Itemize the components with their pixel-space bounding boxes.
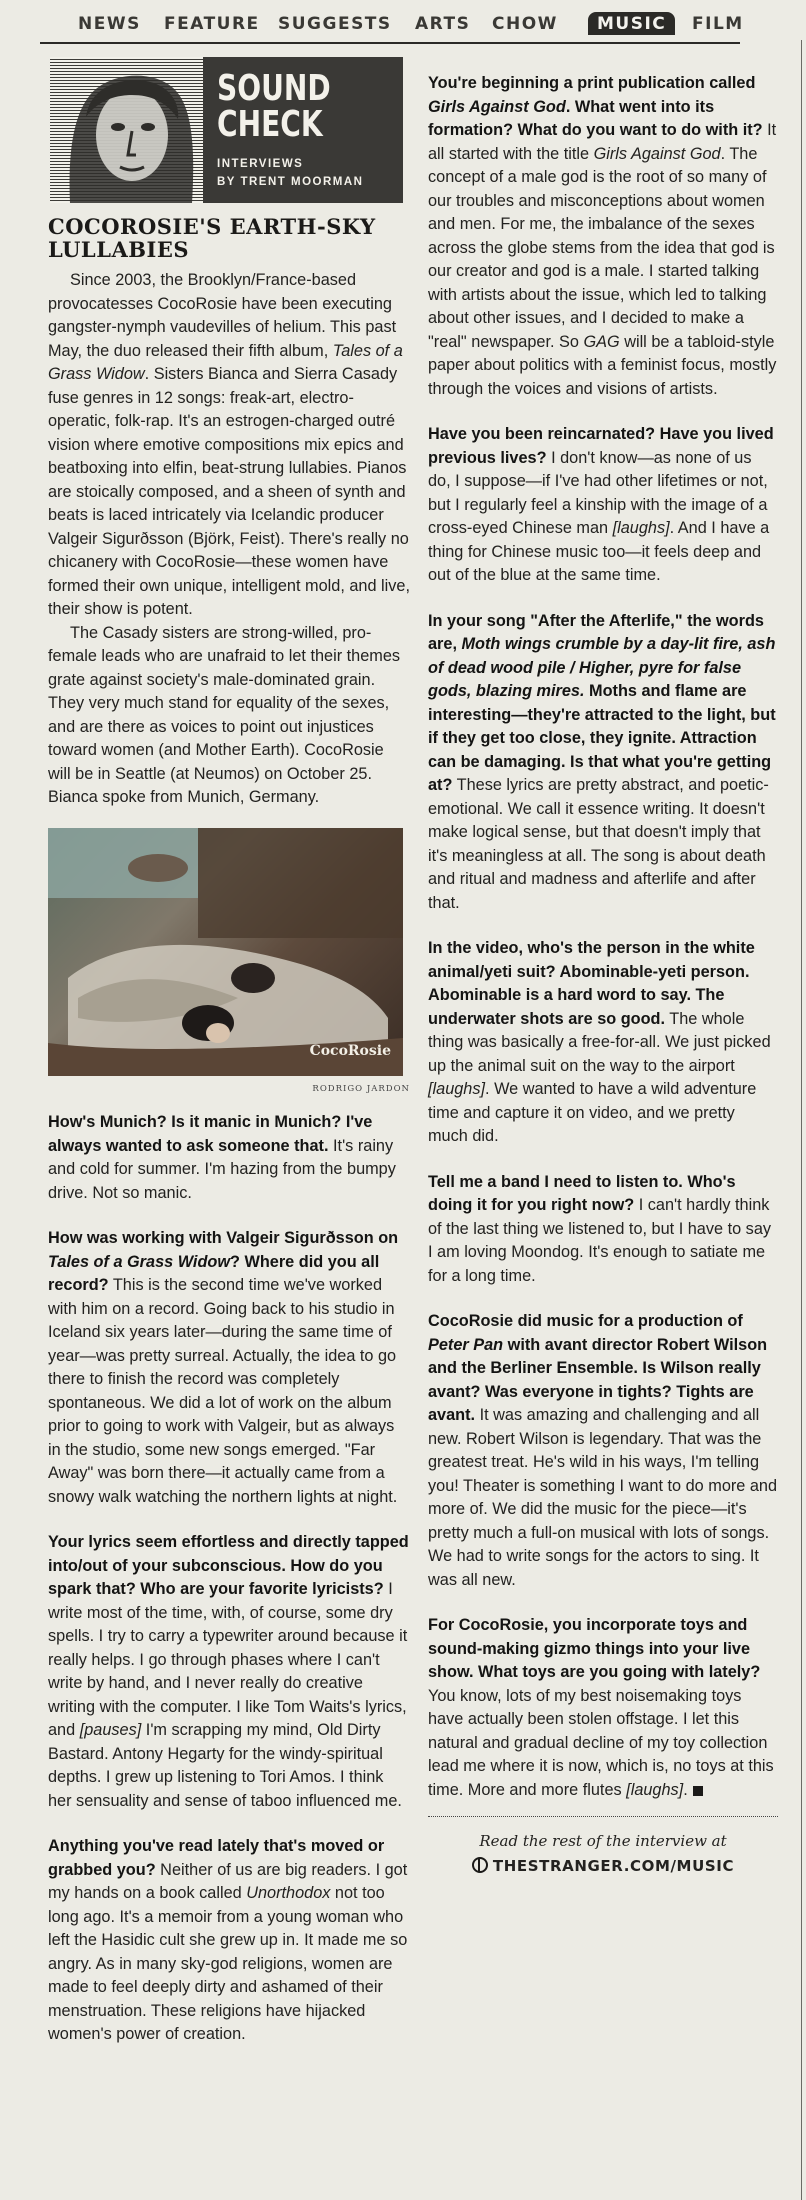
question: How's Munich? Is it manic in Munich? I've always wanted to ask someone that. bbox=[48, 1113, 373, 1155]
nav-feature[interactable]: FEATURE bbox=[164, 14, 260, 34]
read-more-promo bbox=[428, 1816, 778, 1879]
answer: It was amazing and challenging and all new. Robert Wilson is legendary. That was the greatest treat. He's wild in his ways, I'm telling you! Theater is something I want to do more and more of. We did the music for the piece—it's pretty much a full-on musical with lots of songs. We had to write songs for the actors to sing. It was all new. bbox=[428, 1406, 778, 1589]
qa-reading bbox=[48, 1835, 410, 2047]
question: Tell me a band I need to listen to. Who's doing it for you right now? bbox=[428, 1172, 736, 1214]
answer: The whole thing was basically a free-for-all. We just picked up the animal suit on the way to the airport [laughs]. We wanted to have a wild adventure time and capture it on video, and we pretty much did. bbox=[428, 1009, 771, 1145]
qa-munich bbox=[48, 1111, 410, 1205]
logo-sound: SOUND bbox=[217, 68, 331, 109]
sound-check-masthead bbox=[48, 55, 403, 205]
globe-icon bbox=[472, 1857, 488, 1873]
answer: You know, lots of my best noisemaking toys have actually been stolen offstage. I let this natural and gradual decline of my toy collection lead me where it is now, which is, no toys at this time. More and more flutes [laughs]. bbox=[428, 1686, 774, 1799]
intro-paragraph-2: The Casady sisters are strong-willed, pro-female leads who are unafraid to let their themes grate against society's male-dominated grain. They very much stand for equality of the sexes, and are there as voices to point out injustices toward women (and Mother Earth). CocoRosie will be in Seattle (at Neumos) on October 25. Bianca spoke from Munich, Germany. bbox=[48, 623, 401, 806]
logo-check: CHECK bbox=[217, 104, 323, 145]
qa-valgeir bbox=[48, 1227, 410, 1509]
nav-chow[interactable]: CHOW bbox=[492, 14, 558, 34]
answer: Neither of us are big readers. I got my hands on a book called Unorthodox not too long ago. It's a memoir from a young woman who left the Hasidic cult she grew up in. It made me so angry. As in many sky-god religions, women are made to feel deeply dirty and ashamed of their menstruation. These religions have hijacked women's power of creation. bbox=[48, 1860, 408, 2043]
right-column-rule bbox=[801, 40, 802, 2200]
band-photo-illustration bbox=[48, 828, 403, 1076]
end-of-article-mark bbox=[693, 1786, 703, 1796]
question: In your song "After the Afterlife," the words are, Moth wings crumble by a day-lit fire, ash of dead wood pile / Higher, pyre for false gods, blazing mires. Moths and flame are interesting—they're attracted to the light, but if they get too close, they ignite. Attraction can be damaging. Is that what you're getting at? bbox=[428, 611, 776, 794]
qa-peter-pan bbox=[428, 1310, 778, 1592]
sound-check-logo bbox=[203, 57, 403, 203]
qa-toys bbox=[428, 1614, 778, 1802]
qa-afterlife-song bbox=[428, 610, 778, 916]
promo-link[interactable]: THESTRANGER.COM/MUSIC bbox=[428, 1855, 778, 1879]
answer: It's rainy and cold for summer. I'm hazing from the bumpy drive. Not so manic. bbox=[48, 1136, 396, 1202]
columnist-portrait bbox=[50, 57, 210, 203]
answer: These lyrics are pretty abstract, and poetic-emotional. We call it essence writing. It doesn't make logical sense, but that doesn't imply that it's meaningless at all. The song is about death and ritual and madness and afterlife and after that. bbox=[428, 776, 769, 912]
question: In the video, who's the person in the white animal/yeti suit? Abominable-yeti person. Abominable is a hard word to say. The underwater shots are so good. bbox=[428, 939, 755, 1028]
answer: It all started with the title Girls Against God. The concept of a male god is the root of so many of our troubles and misconceptions about women and men. For me, the imbalance of the sexes across the globe stems from the idea that god is our creator and god is a male. I started talking with artists about the issue, which led to talking about other issues, and I decided to make a "real" newspaper. So GAG will be a tabloid-style paper about politics with a feminist focus, mostly through the voices and visions of artists. bbox=[428, 121, 777, 398]
promo-text: Read the rest of the interview at bbox=[479, 1832, 727, 1850]
question: You're beginning a print publication called Girls Against God. What went into its formation? What do you want to do with it? bbox=[428, 74, 763, 139]
answer: This is the second time we've worked with him on a record. Going back to his studio in Iceland six years later—during the same time of year—was pretty surreal. Actually, the idea to go there to finish the record was completely spontaneous. We did a lot of work on the album prior to going to work with Valgeir, but as always in the studio, some new songs emerged. "Far Away" was born there—it actually came from a snowy walk watching the northern lights at night. bbox=[48, 1276, 398, 1506]
question: Your lyrics seem effortless and directly tapped into/out of your subconscious. How do you spark that? Who are your favorite lyricists? bbox=[48, 1533, 409, 1598]
nav-arts[interactable]: ARTS bbox=[415, 14, 471, 34]
portrait-illustration bbox=[50, 57, 210, 203]
qa-yeti-video bbox=[428, 937, 778, 1149]
answer: I write most of the time, with, of course, some dry spells. I try to carry a typewriter around because it really helps. I go through phases where I can't write by hand, and I never really do creative writing with the computer. I like Tom Waits's lyrics, and [pauses] I'm scrapping my mind, Old Dirty Bastard. Antony Hegarty for the windy-spiritual depths. I grew up listening to Tori Amos. I think her sensuality and sense of taboo influenced me. bbox=[48, 1580, 408, 1810]
answer: I can't hardly think of the last thing we listened to, but I have to say I am loving Moondog. It's enough to satiate me for a long time. bbox=[428, 1196, 772, 1285]
qa-reincarnation bbox=[428, 423, 778, 588]
nav-film[interactable]: FILM bbox=[692, 14, 744, 34]
question: For CocoRosie, you incorporate toys and sound-making gizmo things into your live show. What toys are you going with lately? bbox=[428, 1616, 761, 1681]
left-column bbox=[48, 55, 410, 2069]
nav-news[interactable]: NEWS bbox=[78, 14, 141, 34]
nav-suggests[interactable]: SUGGESTS bbox=[278, 14, 392, 34]
logo-byline: BY TRENT MOORMAN bbox=[217, 176, 364, 188]
intro-paragraph-1: Since 2003, the Brooklyn/France-based provocatesses CocoRosie have been executing gangster-nymph vaudevilles of helium. This past May, the duo released their fifth album, Tales of a Grass Widow. Sisters Bianca and Sierra Casady fuse genres in 12 songs: freak-art, electro-operatic, folk-rap. It's an estrogen-charged outré vision where emotive compositions mix epics and beatboxing into elfin, beat-strung lullabies. Pianos are stoically composed, and a sheen of synth and beats is laced intricately via Icelandic producer Valgeir Sigurðsson (Björk, Feist). There's really no chicanery with CocoRosie—these women have formed their own unique, intelligent mold, and live, their show is potent. bbox=[48, 271, 411, 618]
qa-girls-against-god bbox=[428, 72, 778, 401]
question: How was working with Valgeir Sigurðsson on Tales of a Grass Widow? Where did you all record? bbox=[48, 1229, 399, 1294]
logo-interviews: INTERVIEWS bbox=[217, 158, 304, 170]
answer: I don't know—as none of us do, I suppose—if I've had other lifetimes or not, but I regularly feel a kinship with the image of a cross-eyed Chinese man [laughs]. And I have a thing for Chinese music too—it feels deep and out of the blue at the same time. bbox=[428, 448, 770, 584]
right-column bbox=[428, 72, 778, 1879]
photo-caption-tag: CocoRosie bbox=[309, 1043, 391, 1059]
question: Anything you've read lately that's moved or grabbed you? bbox=[48, 1837, 385, 1879]
question: CocoRosie did music for a production of Peter Pan with avant director Robert Wilson and the Berliner Ensemble. Is Wilson really avant? Was everyone in tights? Tights are avant. bbox=[428, 1312, 768, 1424]
qa-band-recommendation bbox=[428, 1171, 778, 1289]
section-nav bbox=[40, 8, 744, 44]
band-photo bbox=[48, 828, 403, 1076]
article-headline: COCOROSIE'S EARTH-SKY LULLABIES bbox=[48, 214, 376, 262]
question: Have you been reincarnated? Have you lived previous lives? bbox=[428, 425, 774, 467]
photo-credit: RODRIGO JARDON bbox=[312, 1083, 410, 1094]
qa-lyrics bbox=[48, 1531, 410, 1813]
nav-music-active[interactable]: MUSIC bbox=[588, 12, 675, 35]
